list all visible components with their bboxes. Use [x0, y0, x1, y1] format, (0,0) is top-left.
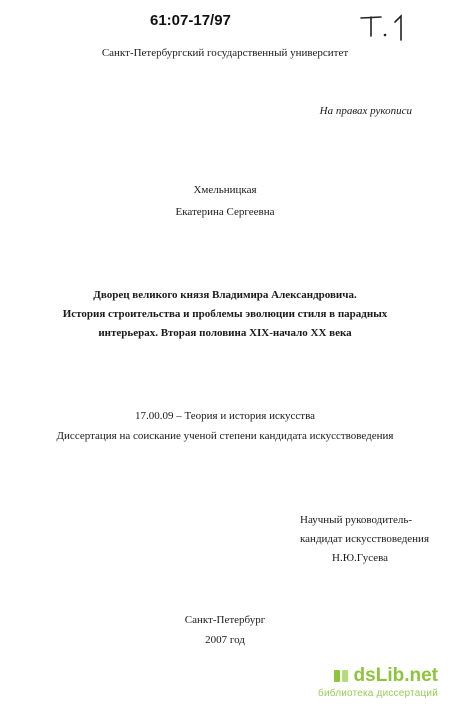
specialty-code: 17.00.09 – Теория и история искусства: [134, 410, 316, 422]
manuscript-note: На правах рукописи: [319, 105, 412, 117]
watermark-caption: библиотека диссертаций: [318, 688, 438, 699]
city: Санкт-Петербург: [184, 614, 266, 626]
year: 2007 год: [205, 634, 245, 646]
watermark: [318, 665, 438, 699]
degree-line: Диссертация на соискание ученой степени кандидата искусствоведения: [56, 430, 394, 442]
author-given-names: Екатерина Сергеевна: [175, 206, 275, 218]
watermark-site: dsLib.net: [353, 665, 438, 686]
supervisor-degree: кандидат искусствоведения: [300, 533, 430, 545]
dissertation-title: [0, 286, 450, 343]
university-name: Санкт-Петербургский государственный университет: [101, 47, 349, 59]
title-line: интерьерах. Вторая половина XIX-начало XX века: [98, 327, 352, 339]
supervisor-role: Научный руководитель-: [300, 514, 412, 526]
handwritten-volume-mark: [355, 8, 415, 46]
library-stamp-code: 61:07-17/97: [150, 12, 231, 29]
watermark-logo: [318, 665, 438, 687]
title-line: История строительства и проблемы эволюции стиля в парадных: [62, 308, 388, 320]
supervisor-name: Н.Ю.Гусева: [332, 552, 389, 564]
title-line: Дворец великого князя Владимира Александровича.: [93, 289, 357, 301]
supervisor-block: [300, 511, 429, 568]
book-icon: [332, 667, 350, 685]
author-surname: Хмельницкая: [193, 184, 257, 196]
